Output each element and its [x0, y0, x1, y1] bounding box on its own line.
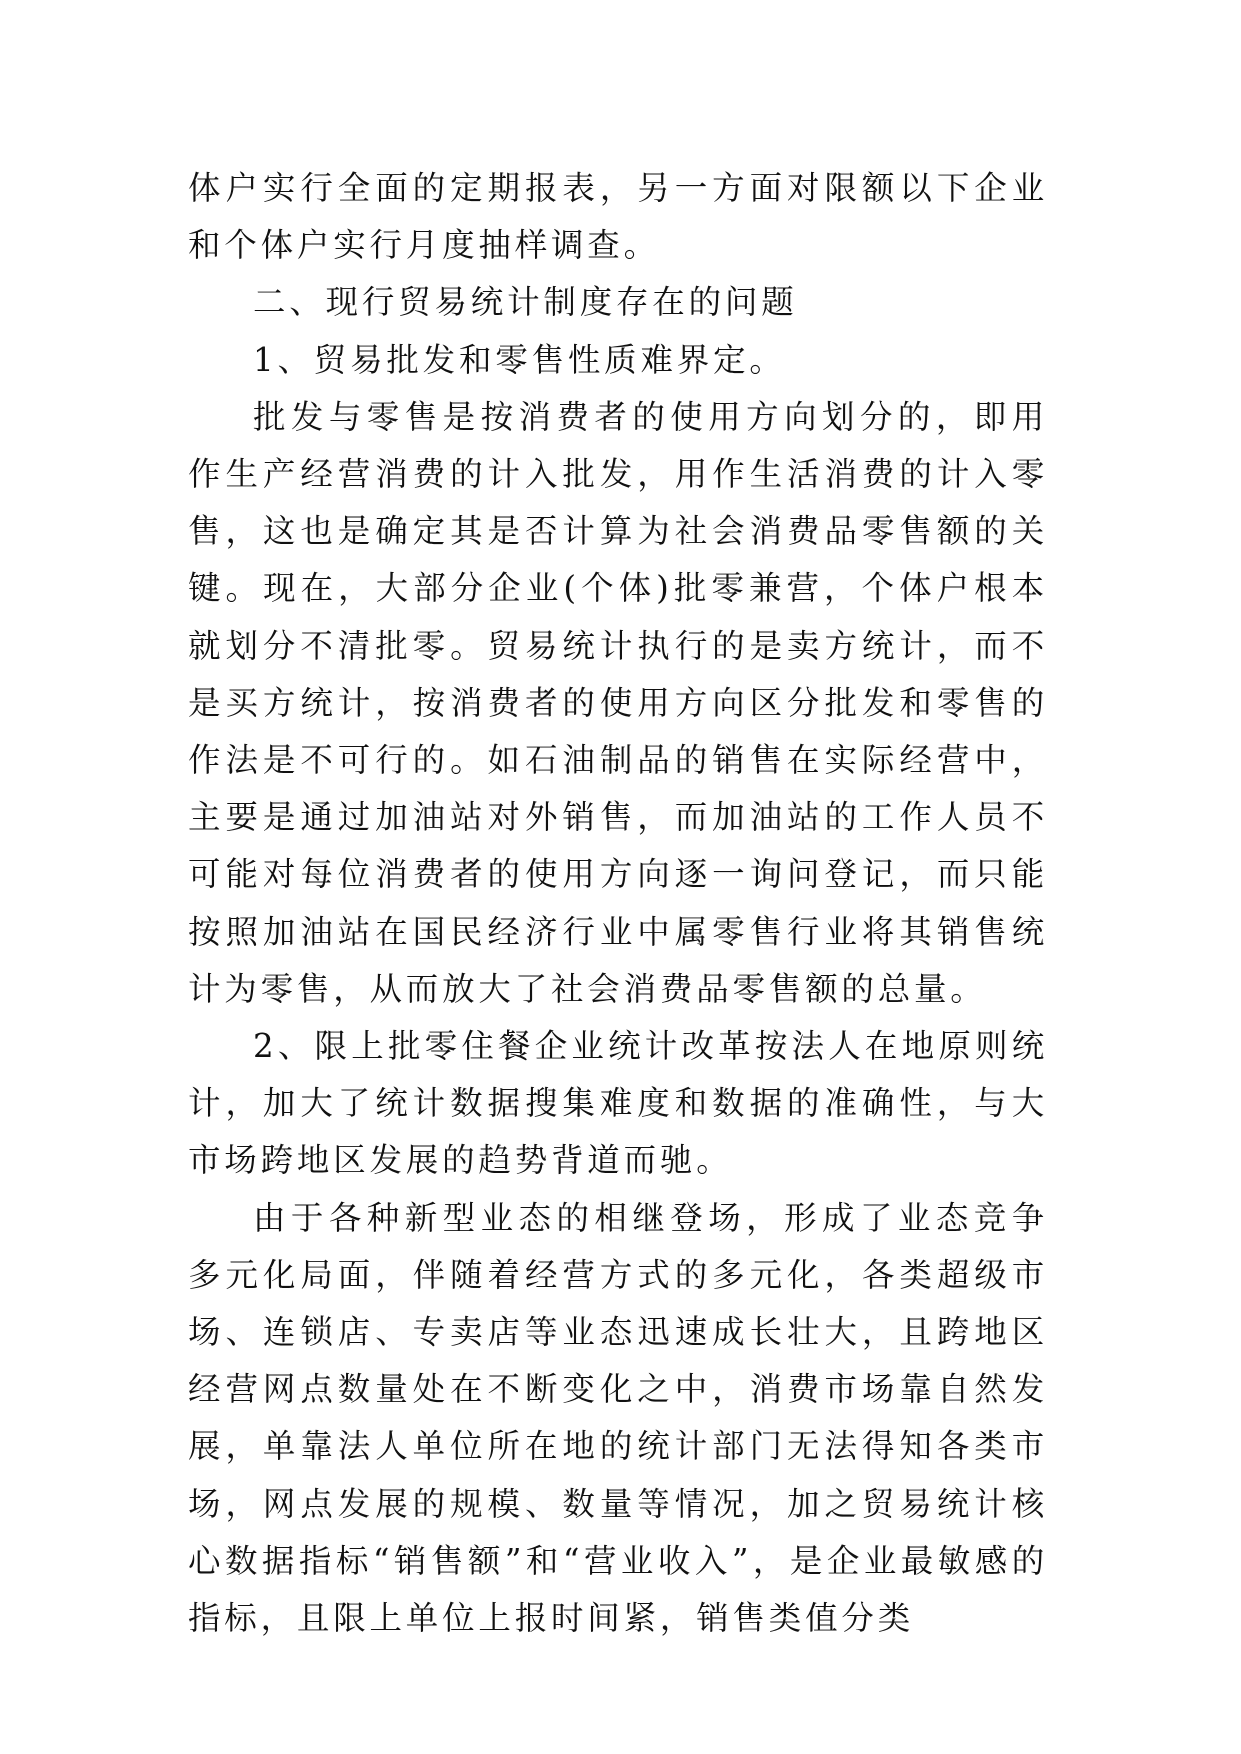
- paragraph-new-formats: 由于各种新型业态的相继登场，形成了业态竞争多元化局面，伴随着经营方式的多元化，各类超级市场、连锁店、专卖店等业态迅速成长壮大，且跨地区经营网点数量处在不断变化之中，消费市场靠自然发展，单靠法人单位所在地的统计部门无法得知各类市场，网点发展的规模、数量等情况，加之贸易统计核心数据指标“销售额”和“营业收入”，是企业最敏感的指标，且限上单位上报时间紧，销售类值分类: [188, 1198, 1048, 1638]
- paragraph-continuation: 体户实行全面的定期报表，另一方面对限额以下企业和个体户实行月度抽样调查。: [188, 169, 1048, 265]
- paragraph-wholesale-retail: 批发与零售是按消费者的使用方向划分的，即用作生产经营消费的计入批发，用作生活消费的计入零售，这也是确定其是否计算为社会消费品零售额的关键。现在，大部分企业(个体)批零兼营，个体户根本就划分不清批零。贸易统计执行的是卖方统计，而不是买方统计，按消费者的使用方向区分批发和零售的作法是不可行的。如石油制品的销售在实际经营中，主要是通过加油站对外销售，而加油站的工作人员不可能对每位消费者的使用方向逐一询问登记，而只能按照加油站在国民经济行业中属零售行业将其销售统计为零售，从而放大了社会消费品零售额的总量。: [188, 397, 1048, 1008]
- section-heading: 二、现行贸易统计制度存在的问题: [253, 283, 798, 322]
- subsection-heading-1: 1、贸易批发和零售性质难界定。: [253, 340, 786, 379]
- subsection-heading-2: 2、限上批零住餐企业统计改革按法人在地原则统计，加大了统计数据搜集难度和数据的准确性，与大市场跨地区发展的趋势背道而驰。: [188, 1027, 1048, 1180]
- document-body: [188, 160, 1048, 1647]
